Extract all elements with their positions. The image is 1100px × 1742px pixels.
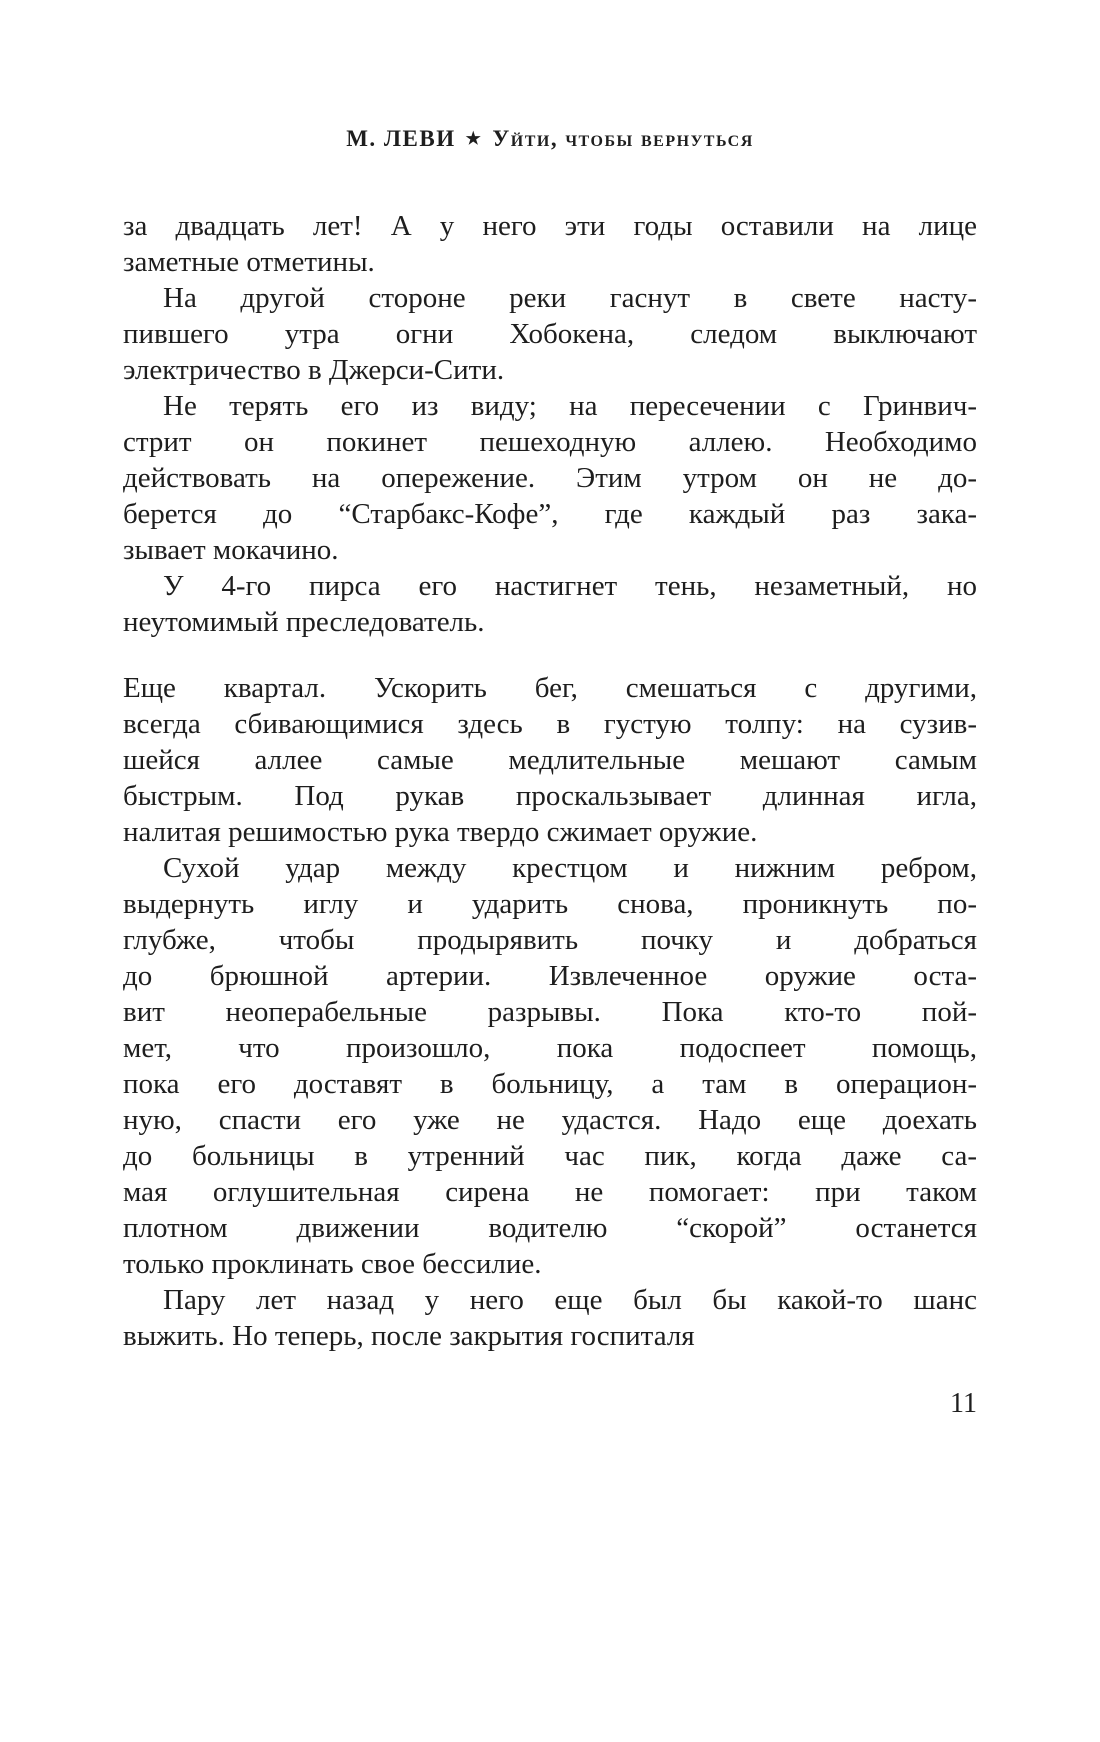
text-line: за двадцать лет! А у него эти годы оставили на лице [123,210,977,242]
text-line: пившего утра огни Хобокена, следом выключают [123,318,977,350]
text-line: шейся аллее самые медлительные мешают самым [123,744,977,776]
text-line: до брюшной артерии. Извлеченное оружие оста- [123,960,977,992]
paragraph [123,208,977,280]
text-line: всегда сбивающимися здесь в густую толпу: на сузив- [123,708,977,740]
text-line: только проклинать свое бессилие. [123,1248,542,1280]
paragraph [123,568,977,640]
text-line: Сухой удар между крестцом и нижним ребром, [163,852,977,884]
text-line: берется до “Старбакс-Кофе”, где каждый раз зака- [123,498,977,530]
paragraph [123,388,977,568]
paragraph [123,670,977,850]
text-line: зывает мокачино. [123,534,339,566]
paragraph [123,850,977,1282]
text-line: У 4-го пирса его настигнет тень, незаметный, но [163,570,977,602]
text-line: выдернуть иглу и ударить снова, проникнуть по- [123,888,977,920]
text-line: Еще квартал. Ускорить бег, смешаться с другими, [123,672,977,704]
running-header [123,126,977,152]
text-line: На другой стороне реки гаснут в свете насту- [163,282,977,314]
header-title: Уйти, чтобы вернуться [492,126,754,151]
text-line: Пару лет назад у него еще был бы какой-то шанс [163,1284,977,1316]
text-line: действовать на опережение. Этим утром он не до- [123,462,977,494]
text-line: электричество в Джерси-Сити. [123,354,505,386]
text-line: ную, спасти его уже не удастся. Надо еще доехать [123,1104,977,1136]
text-line: плотном движении водителю “скорой” останется [123,1212,977,1244]
text-line: пока его доставят в больницу, а там в операцион- [123,1068,977,1100]
text-line: мет, что произошло, пока подоспеет помощь, [123,1032,977,1064]
text-line: Не терять его из виду; на пересечении с Гринвич- [163,390,977,422]
text-line: мая оглушительная сирена не помогает: при таком [123,1176,977,1208]
text-line: быстрым. Под рукав проскальзывает длинная игла, [123,780,977,812]
text-line: выжить. Но теперь, после закрытия госпиталя [123,1320,695,1352]
text-line: стрит он покинет пешеходную аллею. Необходимо [123,426,977,458]
paragraph [123,1282,977,1354]
body-text [123,208,977,1354]
header-author: М. ЛЕВИ [346,126,456,151]
star-icon: ★ [465,129,483,148]
paragraph [123,280,977,388]
text-line: неутомимый преследователь. [123,606,485,638]
text-line: вит неоперабельные разрывы. Пока кто-то пой- [123,996,977,1028]
page-number: 11 [950,1388,977,1419]
text-line: глубже, чтобы продырявить почку и добраться [123,924,977,956]
text-line: налитая решимостью рука твердо сжимает оружие. [123,816,758,848]
text-line: заметные отметины. [123,246,375,278]
text-line: до больницы в утренний час пик, когда даже са- [123,1140,977,1172]
